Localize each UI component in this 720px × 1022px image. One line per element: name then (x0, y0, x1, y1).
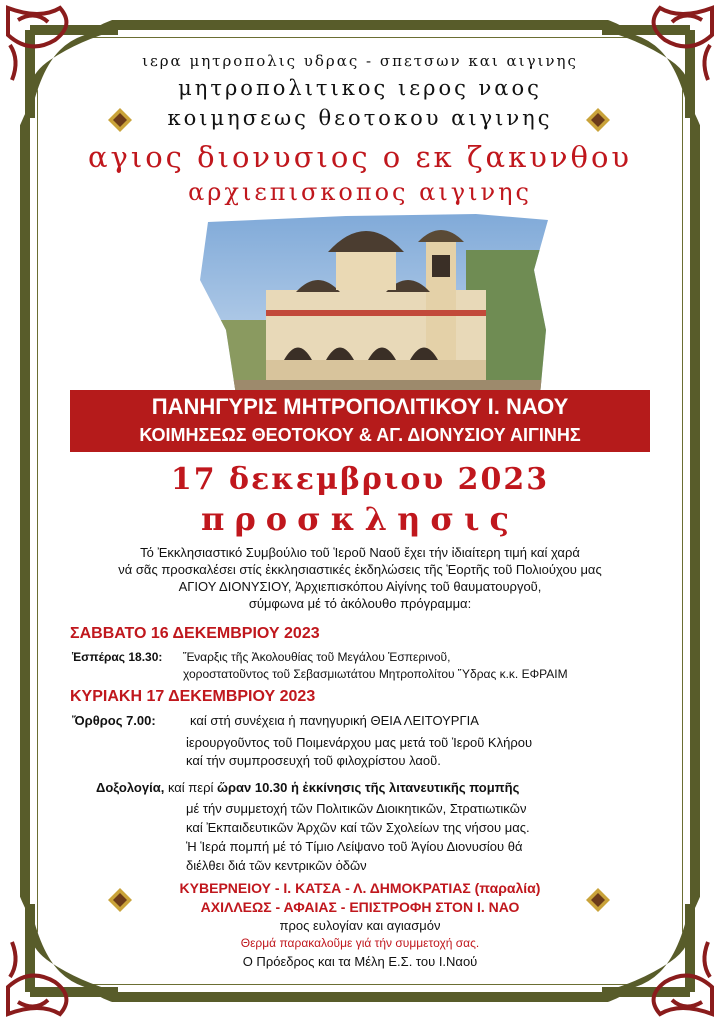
saint-title-line1: αγιος διονυσιος ο εκ ζακυνθου (87, 140, 633, 174)
doxology-line (96, 780, 519, 795)
invitation-title: προσκλησις (201, 500, 519, 538)
saturday-text-line1: Ἔναρξις τῆς Ἀκολουθίας τοῦ Μεγάλου Ἑσπερινοῦ, (183, 650, 451, 664)
procession-line1: μέ τήν συμμετοχή τῶν Πολιτικῶν Διοικητικῶν, Στρατιωτικῶν (186, 801, 527, 816)
date-title: 17 δεκεμβριου 2023 (170, 462, 550, 497)
feast-banner (70, 390, 650, 452)
orthros-label: Ὄρθρος 7.00: (72, 713, 156, 728)
signature-line: Ο Πρόεδρος και τα Μέλη Ε.Σ. του Ι.Ναού (242, 954, 478, 969)
saturday-time-label: Ἑσπέρας 18.30: (72, 650, 163, 664)
route-line1: ΚΥΒΕΡΝΕΙΟΥ - Ι. ΚΑΤΣΑ - Λ. ΔΗΜΟΚΡΑΤΙΑΣ (παραλία) (179, 880, 541, 896)
doxology-mid: καί περί (167, 780, 214, 795)
intro-line1: Τό Ἐκκλησιαστικό Συμβούλιο τοῦ Ἱεροῦ Ναοῦ ἔχει τήν ἰδιαίτερη τιμή καί χαρά (140, 545, 580, 560)
intro-line3: ΑΓΙΟΥ ΔΙΟΝΥΣΙΟΥ, Ἀρχιεπισκόπου Αἰγίνης τοῦ θαυματουργοῦ, (178, 579, 542, 594)
procession-line4: διέλθει διά τῶν κεντρικῶν ὁδῶν (186, 858, 367, 873)
banner-line1: ΠΑΝΗΓΥΡΙΣ ΜΗΤΡΟΠΟΛΙΤΙΚΟΥ Ι. ΝΑΟΥ (151, 394, 569, 419)
saturday-heading: ΣΑΒΒΑΤΟ 16 ΔΕΚΕΜΒΡΙΟΥ 2023 (70, 625, 320, 642)
blessings-text: προς ευλογίαν και αγιασμόν (279, 918, 441, 933)
intro-line4: σύμφωνα μέ τό ἀκόλουθο πρόγραμμα: (248, 596, 472, 611)
saint-title-line2: αρχιεπισκοπος αιγινης (188, 178, 532, 206)
church-title-line2: κοιμησεως θεοτοκου αιγινης (167, 106, 553, 130)
liturgy-line2: ἱερουργοῦντος τοῦ Ποιμενάρχου μας μετά τοῦ Ἱεροῦ Κλήρου (186, 735, 533, 750)
intro-line2: νά σᾶς προσκαλέσει στίς ἐκκλησιαστικές ἐκδηλώσεις τῆς Ἑορτῆς τοῦ Πολιούχου μας (118, 562, 602, 577)
procession-line3: Ἡ Ἱερά πομπή μέ τό Τίμιο Λείψανο τοῦ Ἁγίου Διονυσίου θά (186, 839, 523, 854)
sunday-heading: ΚΥΡΙΑΚΗ 17 ΔΕΚΕΜΒΡΙΟΥ 2023 (70, 688, 316, 705)
participation-request: Θερμά παρακαλοῦμε γιά τήν συμμετοχή σας. (240, 936, 480, 950)
liturgy-line3: καί τήν συμπροσευχή τοῦ φιλοχρίστου λαοῦ. (186, 753, 441, 768)
metropolis-title: ιερα μητροπολις υδρας - σπετσων και αιγινης (142, 52, 578, 70)
procession-line2: καί Ἐκπαιδευτικῶν Ἀρχῶν καί τῶν Σχολείων της νήσου μας. (186, 820, 530, 835)
church-title-line1: μητροπολιτικος ιερος ναος (178, 76, 542, 100)
banner-line2: ΚΟΙΜΗΣΕΩΣ ΘΕΟΤΟΚΟΥ & ΑΓ. ΔΙΟΝΥΣΙΟΥ ΑΙΓΙΝΗΣ (139, 425, 581, 445)
church-photo (196, 210, 556, 395)
orthros-text: καί στή συνέχεια ἡ πανηγυρική ΘΕΙΑ ΛΕΙΤΟΥΡΓΙΑ (190, 713, 479, 728)
doxology-bold: ὥραν 10.30 ἡ ἐκκίνησις τῆς λιτανευτικῆς πομπῆς (216, 780, 520, 795)
doxology-label: Δοξολογία, (96, 780, 165, 795)
route-line2: ΑΧΙΛΛΕΩΣ - ΑΦΑΙΑΣ - ΕΠΙΣΤΡΟΦΗ ΣΤΟΝ Ι. ΝΑΟ (200, 899, 520, 915)
saturday-text-line2: χοροστατοῦντος τοῦ Σεβασμιωτάτου Μητροπολίτου Ὕδρας κ.κ. ΕΦΡΑΙΜ (183, 667, 568, 681)
